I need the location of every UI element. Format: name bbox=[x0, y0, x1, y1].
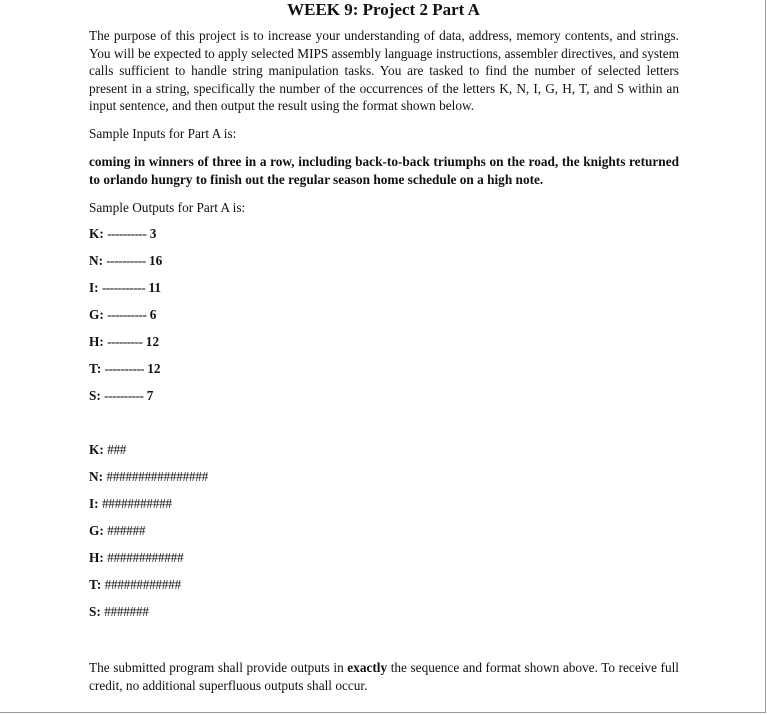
count-dashes: --------- bbox=[107, 334, 143, 349]
histogram-row-s bbox=[89, 604, 149, 620]
histogram-row-n bbox=[89, 469, 208, 485]
histogram-bar: ### bbox=[107, 442, 127, 457]
count-row-n bbox=[89, 253, 162, 269]
count-letter: T: bbox=[89, 361, 102, 376]
count-value: 12 bbox=[145, 334, 160, 349]
histogram-row-k bbox=[89, 442, 126, 458]
count-row-t bbox=[89, 361, 161, 377]
page-title: WEEK 9: Project 2 Part A bbox=[287, 0, 480, 19]
histogram-row-t bbox=[89, 577, 181, 593]
histogram-bar: ################ bbox=[106, 469, 208, 484]
count-dashes: ---------- bbox=[106, 253, 146, 268]
count-dashes: ---------- bbox=[104, 388, 144, 403]
count-letter: N: bbox=[89, 253, 104, 268]
count-value: 7 bbox=[146, 388, 154, 403]
count-row-g bbox=[89, 307, 156, 323]
histogram-letter: G: bbox=[89, 523, 104, 538]
histogram-bar: ############ bbox=[104, 577, 181, 592]
histogram-bar: ###### bbox=[107, 523, 146, 538]
count-value: 12 bbox=[147, 361, 161, 376]
count-letter: H: bbox=[89, 334, 104, 349]
count-value: 16 bbox=[148, 253, 163, 268]
histogram-letter: I: bbox=[89, 496, 99, 511]
histogram-row-h bbox=[89, 550, 183, 566]
count-letter: I: bbox=[89, 280, 99, 295]
count-dashes: ---------- bbox=[107, 307, 147, 322]
histogram-bar: ########### bbox=[101, 496, 172, 511]
final-text-before: The submitted program shall provide outputs in bbox=[89, 660, 348, 675]
histogram-letter: K: bbox=[89, 442, 104, 457]
count-row-s bbox=[89, 388, 153, 404]
intro-paragraph: The purpose of this project is to increase your understanding of data, address, memory contents, and strings. You will be expected to apply selected MIPS assembly language instructions, assembler directives, and system calls sufficient to handle string manipulation tasks. You are tasked to find the number of selected letters present in a string, specifically the number of the occurrences of the letters K, N, I, G, H, T, and S within an input sentence, and then output the result using the format shown below. bbox=[89, 28, 679, 113]
count-dashes: ---------- bbox=[104, 361, 144, 376]
count-value: 6 bbox=[149, 307, 157, 322]
histogram-bar: ####### bbox=[104, 604, 149, 619]
final-text-after: the sequence and format shown above. To receive full credit, no additional superfluous outputs shall occur. bbox=[89, 660, 679, 693]
histogram-letter: H: bbox=[89, 550, 104, 565]
sample-input-text: coming in winners of three in a row, including back-to-back triumphs on the road, the knights returned to orlando hungry to finish out the regular season home schedule on a high note. bbox=[89, 154, 679, 187]
count-row-i bbox=[89, 280, 161, 296]
count-letter: S: bbox=[89, 388, 101, 403]
count-dashes: ----------- bbox=[101, 280, 146, 295]
count-letter: G: bbox=[89, 307, 104, 322]
count-value: 3 bbox=[149, 226, 157, 241]
count-row-k bbox=[89, 226, 156, 242]
histogram-letter: N: bbox=[89, 469, 104, 484]
sample-inputs-label: Sample Inputs for Part A is: bbox=[89, 126, 237, 141]
histogram-letter: S: bbox=[89, 604, 101, 619]
count-letter: K: bbox=[89, 226, 104, 241]
histogram-letter: T: bbox=[89, 577, 102, 592]
histogram-row-g bbox=[89, 523, 145, 539]
count-dashes: ---------- bbox=[107, 226, 147, 241]
histogram-row-i bbox=[89, 496, 172, 512]
final-paragraph bbox=[89, 659, 679, 694]
count-value: 11 bbox=[148, 280, 162, 295]
histogram-bar: ############ bbox=[107, 550, 184, 565]
final-emphasis: exactly bbox=[347, 660, 388, 675]
count-row-h bbox=[89, 334, 159, 350]
sample-outputs-label: Sample Outputs for Part A is: bbox=[89, 200, 246, 215]
